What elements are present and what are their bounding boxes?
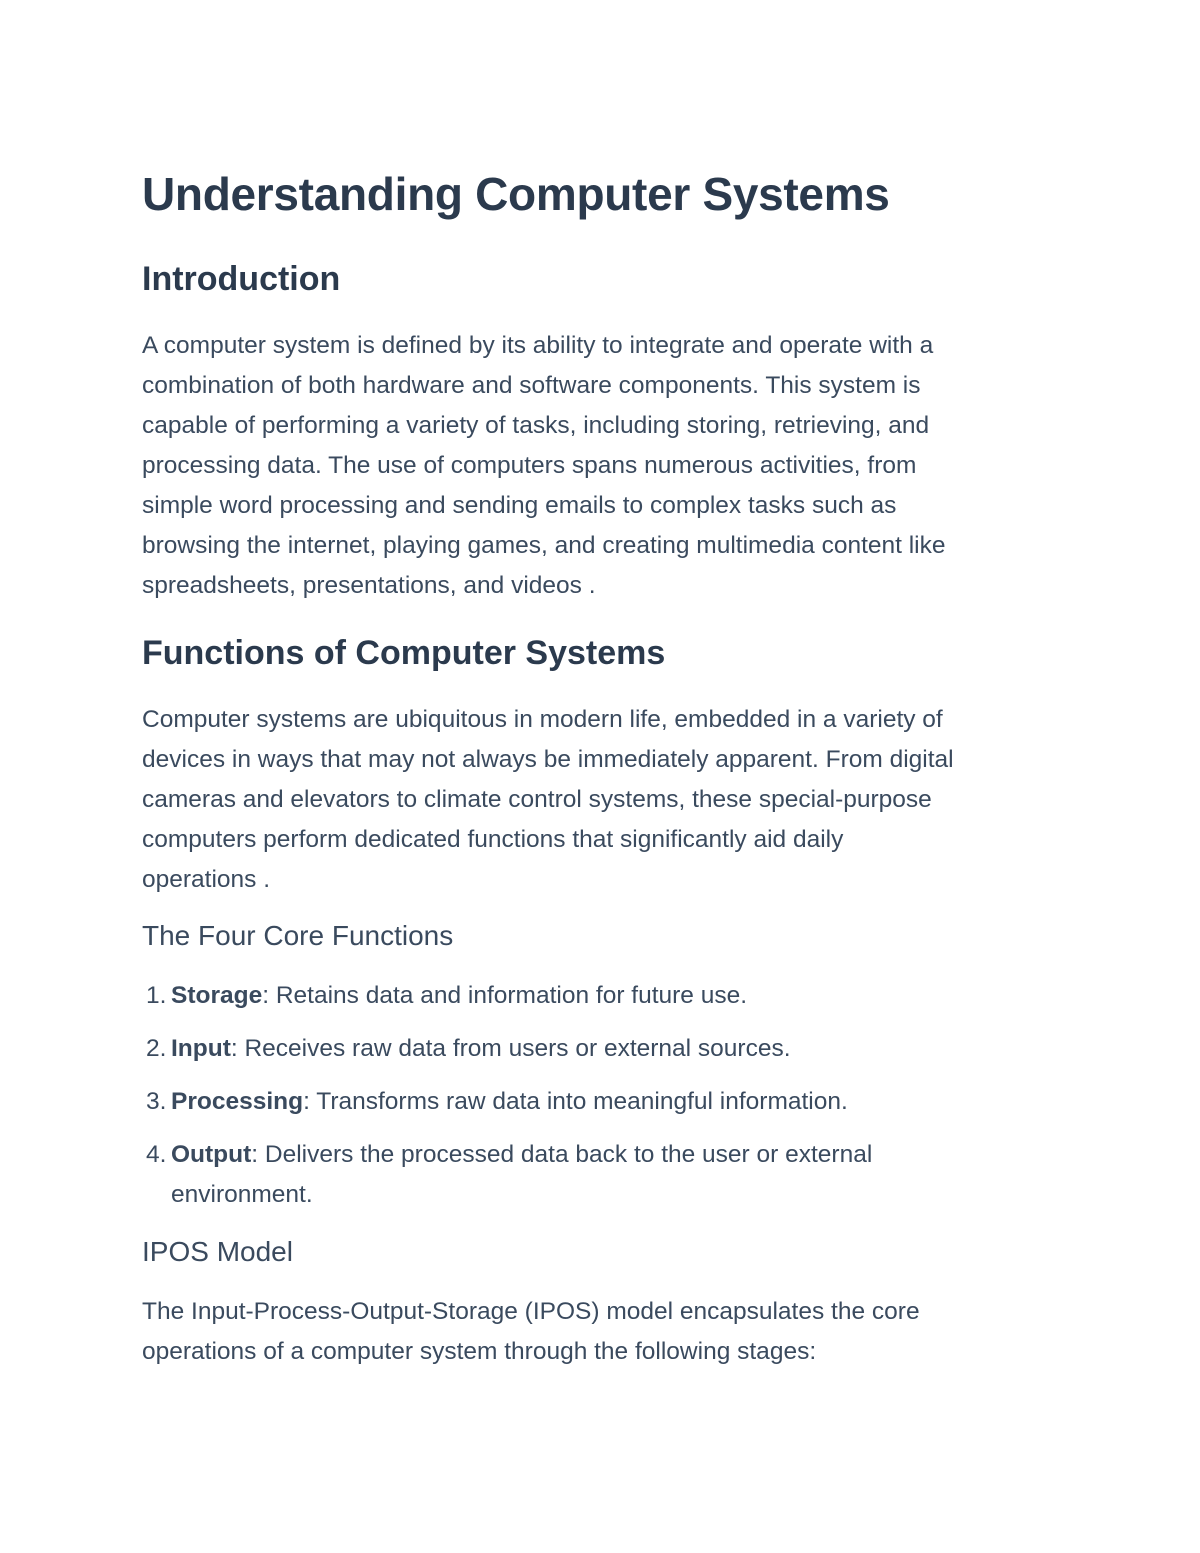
- paragraph-line: processing data. The use of computers spans numerous activities, from: [142, 452, 917, 479]
- list-number: 4.: [146, 1141, 167, 1168]
- paragraph-line: cameras and elevators to climate control systems, these special-purpose: [142, 786, 932, 813]
- list-description-continuation: environment.: [171, 1181, 313, 1208]
- core-functions-heading: The Four Core Functions: [142, 920, 454, 951]
- introduction-heading: Introduction: [142, 260, 341, 298]
- paragraph-line: combination of both hardware and software components. This system is: [142, 372, 921, 399]
- paragraph-line: simple word processing and sending emails to complex tasks such as: [142, 492, 897, 519]
- list-term: Output: [171, 1141, 252, 1168]
- ipos-paragraph: [142, 1292, 1072, 1372]
- paragraph-line: A computer system is defined by its ability to integrate and operate with a: [142, 332, 934, 359]
- ipos-heading: IPOS Model: [142, 1236, 293, 1267]
- list-term: Storage: [171, 982, 263, 1009]
- list-description: : Delivers the processed data back to the user or external: [251, 1141, 873, 1168]
- list-term: Processing: [171, 1088, 304, 1115]
- list-number: 2.: [146, 1035, 167, 1062]
- list-description: : Retains data and information for future use.: [262, 982, 748, 1009]
- paragraph-line: operations .: [142, 866, 271, 893]
- functions-heading: Functions of Computer Systems: [142, 634, 666, 672]
- paragraph-line: devices in ways that may not always be immediately apparent. From digital: [142, 746, 954, 773]
- paragraph-line: spreadsheets, presentations, and videos .: [142, 572, 596, 599]
- paragraph-line: computers perform dedicated functions that significantly aid daily: [142, 826, 844, 853]
- paragraph-line: capable of performing a variety of tasks, including storing, retrieving, and: [142, 412, 930, 439]
- paragraph-line: browsing the internet, playing games, and creating multimedia content like: [142, 532, 946, 559]
- list-term: Input: [171, 1035, 231, 1062]
- document-title: Understanding Computer Systems: [142, 168, 890, 220]
- list-description: : Transforms raw data into meaningful information.: [303, 1088, 848, 1115]
- list-number: 3.: [146, 1088, 167, 1115]
- list-number: 1.: [146, 982, 167, 1009]
- functions-paragraph: [142, 700, 1072, 900]
- paragraph-line: operations of a computer system through the following stages:: [142, 1338, 817, 1365]
- paragraph-line: Computer systems are ubiquitous in modern life, embedded in a variety of: [142, 706, 943, 733]
- paragraph-line: The Input-Process-Output-Storage (IPOS) model encapsulates the core: [142, 1298, 920, 1325]
- introduction-paragraph: [142, 326, 1072, 606]
- list-description: : Receives raw data from users or external sources.: [230, 1035, 791, 1062]
